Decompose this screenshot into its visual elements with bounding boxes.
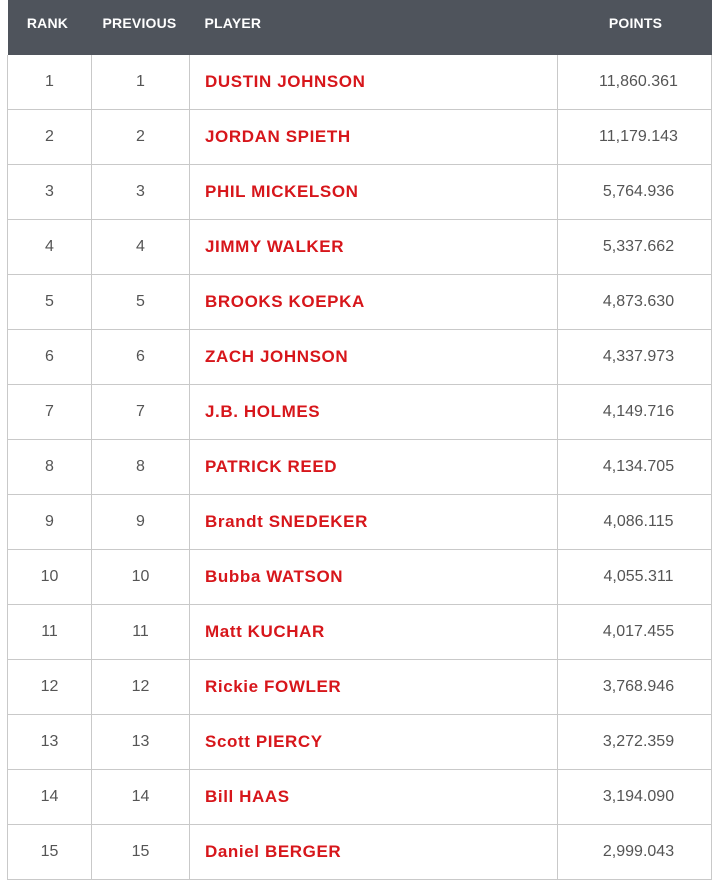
rank-cell: 12 [8, 660, 92, 715]
previous-rank-cell: 10 [92, 550, 190, 605]
rank-cell: 2 [8, 110, 92, 165]
rank-cell: 14 [8, 770, 92, 825]
previous-rank-cell: 13 [92, 715, 190, 770]
player-name-link[interactable]: Daniel BERGER [190, 825, 558, 880]
player-name-link[interactable]: Scott PIERCY [190, 715, 558, 770]
table-header [8, 0, 712, 55]
table-row [8, 715, 712, 770]
player-name-link[interactable]: Rickie FOWLER [190, 660, 558, 715]
rank-cell: 10 [8, 550, 92, 605]
previous-rank-cell: 11 [92, 605, 190, 660]
player-name-link[interactable]: BROOKS KOEPKA [190, 275, 558, 330]
points-cell: 4,337.973 [558, 330, 712, 385]
previous-rank-cell: 8 [92, 440, 190, 495]
previous-rank-cell: 14 [92, 770, 190, 825]
rank-cell: 5 [8, 275, 92, 330]
player-name-link[interactable]: ZACH JOHNSON [190, 330, 558, 385]
rank-cell: 1 [8, 55, 92, 110]
points-cell: 3,768.946 [558, 660, 712, 715]
points-cell: 4,086.115 [558, 495, 712, 550]
table-row [8, 220, 712, 275]
rank-cell: 9 [8, 495, 92, 550]
player-name-link[interactable]: PHIL MICKELSON [190, 165, 558, 220]
player-name-link[interactable]: J.B. HOLMES [190, 385, 558, 440]
table-row [8, 825, 712, 880]
table-row [8, 770, 712, 825]
player-name-link[interactable]: Matt KUCHAR [190, 605, 558, 660]
rank-cell: 6 [8, 330, 92, 385]
points-cell: 4,134.705 [558, 440, 712, 495]
rank-cell: 15 [8, 825, 92, 880]
rank-cell: 3 [8, 165, 92, 220]
table-row [8, 550, 712, 605]
table-row [8, 385, 712, 440]
table-row [8, 440, 712, 495]
previous-rank-cell: 4 [92, 220, 190, 275]
points-cell: 3,272.359 [558, 715, 712, 770]
player-name-link[interactable]: PATRICK REED [190, 440, 558, 495]
previous-rank-cell: 7 [92, 385, 190, 440]
player-name-link[interactable]: Bubba WATSON [190, 550, 558, 605]
rank-cell: 4 [8, 220, 92, 275]
points-cell: 4,149.716 [558, 385, 712, 440]
table-row [8, 165, 712, 220]
previous-rank-cell: 3 [92, 165, 190, 220]
points-cell: 4,873.630 [558, 275, 712, 330]
table-row [8, 55, 712, 110]
previous-rank-cell: 6 [92, 330, 190, 385]
player-column-header: PLAYER [190, 0, 558, 55]
points-cell: 2,999.043 [558, 825, 712, 880]
points-cell: 11,860.361 [558, 55, 712, 110]
player-name-link[interactable]: Brandt SNEDEKER [190, 495, 558, 550]
points-column-header: POINTS [558, 0, 712, 55]
rank-cell: 11 [8, 605, 92, 660]
player-name-link[interactable]: DUSTIN JOHNSON [190, 55, 558, 110]
points-cell: 3,194.090 [558, 770, 712, 825]
player-name-link[interactable]: JIMMY WALKER [190, 220, 558, 275]
rank-cell: 8 [8, 440, 92, 495]
rank-cell: 7 [8, 385, 92, 440]
player-name-link[interactable]: Bill HAAS [190, 770, 558, 825]
table-row [8, 275, 712, 330]
table-body [8, 55, 712, 880]
previous-rank-cell: 5 [92, 275, 190, 330]
points-cell: 11,179.143 [558, 110, 712, 165]
rank-cell: 13 [8, 715, 92, 770]
previous-column-header: PREVIOUS [92, 0, 190, 55]
previous-rank-cell: 15 [92, 825, 190, 880]
table-row [8, 330, 712, 385]
points-cell: 4,055.311 [558, 550, 712, 605]
previous-rank-cell: 9 [92, 495, 190, 550]
table-row [8, 110, 712, 165]
points-cell: 4,017.455 [558, 605, 712, 660]
previous-rank-cell: 12 [92, 660, 190, 715]
points-cell: 5,764.936 [558, 165, 712, 220]
table-row [8, 495, 712, 550]
header-row [8, 0, 712, 55]
previous-rank-cell: 2 [92, 110, 190, 165]
rank-column-header: RANK [8, 0, 92, 55]
previous-rank-cell: 1 [92, 55, 190, 110]
table-row [8, 605, 712, 660]
points-cell: 5,337.662 [558, 220, 712, 275]
table-row [8, 660, 712, 715]
player-name-link[interactable]: JORDAN SPIETH [190, 110, 558, 165]
standings-table [7, 0, 712, 880]
